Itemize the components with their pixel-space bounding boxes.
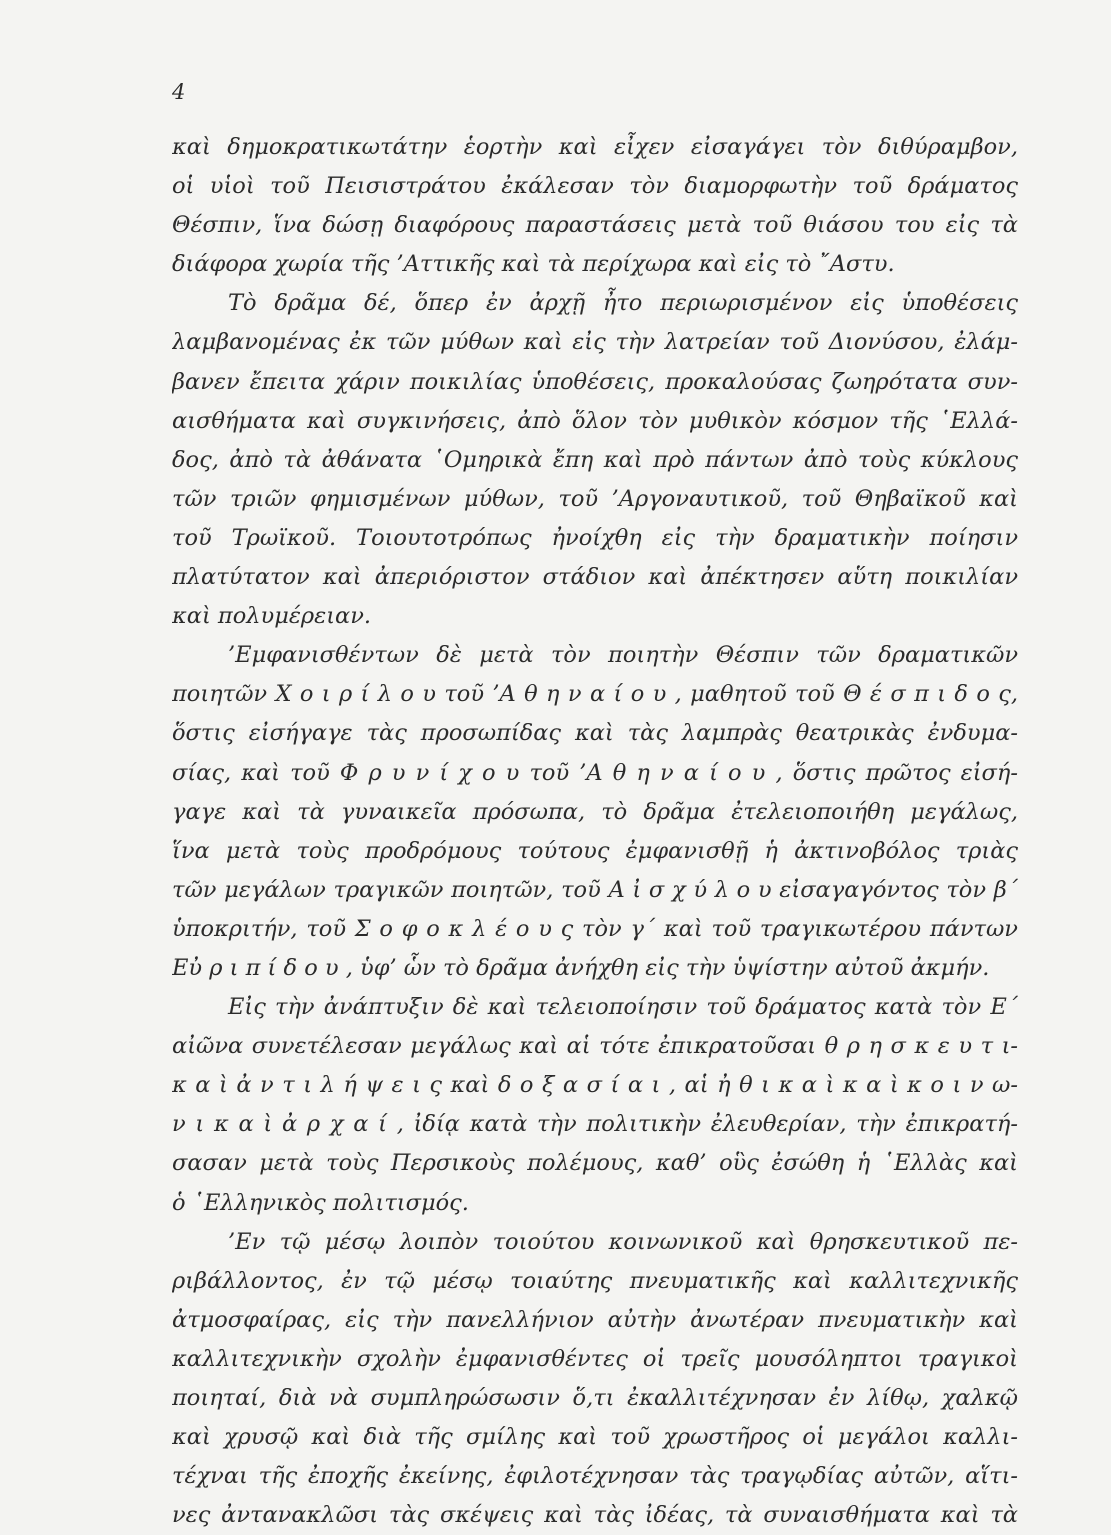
text-line: Θέσπιν, ἵνα δώσῃ διαφόρους παραστάσεις μετὰ τοῦ θιάσου του εἰς τὰ xyxy=(172,212,1018,239)
text-line: αἰῶνα συνετέλεσαν μεγάλως καὶ αἱ τότε ἐπικρατοῦσαι θ ρ η σ κ ε υ τ ι- xyxy=(172,1033,1018,1060)
text-line: καὶ δημοκρατικωτάτην ἑορτὴν καὶ εἶχεν εἰσαγάγει τὸν διθύραμβον, xyxy=(172,134,1018,160)
text-line: ’Εμφανισθέντων δὲ μετὰ τὸν ποιητὴν Θέσπιν τῶν δραματικῶν xyxy=(228,642,1018,669)
text-line: πλατύτατον καὶ ἀπεριόριστον στάδιον καὶ ἀπέκτησεν αὕτη ποικιλίαν xyxy=(172,564,1018,591)
text-line: αισθήματα καὶ συγκινήσεις, ἀπὸ ὅλον τὸν μυθικὸν κόσμον τῆς ῾Ελλά- xyxy=(172,407,1018,434)
text-line: ’Εν τῷ μέσῳ λοιπὸν τοιούτου κοινωνικοῦ καὶ θρησκευτικοῦ πε- xyxy=(228,1228,1018,1255)
text-line: ὁ ῾Ελληνικὸς πολιτισμός. xyxy=(172,1189,469,1216)
text-line: σασαν μετὰ τοὺς Περσικοὺς πολέμους, καθ’ οὓς ἐσώθη ἡ ῾Ελλὰς καὶ xyxy=(172,1150,1018,1177)
text-line: ποιητῶν Χ ο ι ρ ί λ ο υ τοῦ ’Α θ η ν α ί ο υ , μαθητοῦ τοῦ Θ έ σ π ι δ ο ς, xyxy=(172,681,1018,708)
text-line: ὅστις εἰσήγαγε τὰς προσωπίδας καὶ τὰς λαμπρὰς θεατρικὰς ἐνδυμα- xyxy=(172,720,1018,747)
text-line: ἵνα μετὰ τοὺς προδρόμους τούτους ἐμφανισθῇ ἡ ἀκτινοβόλος τριὰς xyxy=(172,837,1018,864)
text-line: τέχναι τῆς ἐποχῆς ἐκείνης, ἐφιλοτέχνησαν τὰς τραγῳδίας αὐτῶν, αἵτι- xyxy=(172,1463,1018,1490)
text-line: οἱ υἱοὶ τοῦ Πεισιστράτου ἐκάλεσαν τὸν διαμορφωτὴν τοῦ δράματος xyxy=(172,173,1018,200)
text-line: καὶ χρυσῷ καὶ διὰ τῆς σμίλης καὶ τοῦ χρωστῆρος οἱ μεγάλοι καλλι- xyxy=(172,1424,1018,1451)
text-line: ριβάλλοντος, ἐν τῷ μέσῳ τοιαύτης πνευματικῆς καὶ καλλιτεχνικῆς xyxy=(172,1267,1018,1294)
text-line: ἀτμοσφαίρας, εἰς τὴν πανελλήνιον αὐτὴν ἀνωτέραν πνευματικὴν καὶ xyxy=(172,1306,1018,1333)
text-line: νες ἀντανακλῶσι τὰς σκέψεις καὶ τὰς ἰδέας, τὰ συναισθήματα καὶ τὰ xyxy=(172,1502,1018,1529)
text-line: τῶν τριῶν φημισμένων μύθων, τοῦ ’Αργοναυτικοῦ, τοῦ Θηβαϊκοῦ καὶ xyxy=(172,485,1018,512)
text-line: καλλιτεχνικὴν σχολὴν ἐμφανισθέντες οἱ τρεῖς μουσόληπτοι τραγικοὶ xyxy=(172,1345,1018,1372)
text-line: ὑποκριτήν, τοῦ Σ ο φ ο κ λ έ ο υ ς τὸν γ΄ καὶ τοῦ τραγικωτέρου πάντων xyxy=(172,915,1018,942)
text-line: τῶν μεγάλων τραγικῶν ποιητῶν, τοῦ Α ἰ σ χ ύ λ ο υ εἰσαγαγόντος τὸν β΄ xyxy=(172,876,1018,903)
body-text xyxy=(172,128,1018,1535)
text-line: γαγε καὶ τὰ γυναικεῖα πρόσωπα, τὸ δρᾶμα ἐτελειοποιήθη μεγάλως, xyxy=(172,798,1018,825)
text-line: ποιηταί, διὰ νὰ συμπληρώσωσιν ὅ,τι ἐκαλλιτέχνησαν ἐν λίθῳ, χαλκῷ xyxy=(172,1385,1018,1411)
text-line: Τὸ δρᾶμα δέ, ὅπερ ἐν ἀρχῇ ἦτο περιωρισμένον εἰς ὑποθέσεις xyxy=(228,290,1018,317)
text-line: ν ι κ α ὶ ἀ ρ χ α ί , ἰδίᾳ κατὰ τὴν πολιτικὴν ἐλευθερίαν, τὴν ἐπικρατή- xyxy=(172,1111,1018,1138)
text-line: κ α ὶ ἀ ν τ ι λ ή ψ ε ι ς καὶ δ ο ξ α σ ί α ι , αἱ ἠ θ ι κ α ὶ κ α ὶ κ ο ι ν ω- xyxy=(172,1072,1018,1099)
text-line: σίας, καὶ τοῦ Φ ρ υ ν ί χ ο υ τοῦ ’Α θ η ν α ί ο υ , ὅστις πρῶτος εἰσή- xyxy=(172,759,1018,786)
text-line: διάφορα χωρία τῆς ’Αττικῆς καὶ τὰ περίχωρα καὶ εἰς τὸ ῎Αστυ. xyxy=(172,251,895,278)
text-line: καὶ πολυμέρειαν. xyxy=(172,603,372,630)
text-line: Εὐ ρ ι π ί δ ο υ , ὑφ’ ὧν τὸ δρᾶμα ἀνήχθη εἰς τὴν ὑψίστην αὐτοῦ ἀκμήν. xyxy=(172,954,990,981)
text-line: βανεν ἔπειτα χάριν ποικιλίας ὑποθέσεις, προκαλούσας ζωηρότατα συν- xyxy=(172,368,1018,395)
text-line: λαμβανομένας ἐκ τῶν μύθων καὶ εἰς τὴν λατρείαν τοῦ Διονύσου, ἐλάμ- xyxy=(172,329,1018,356)
text-line: τοῦ Τρωϊκοῦ. Τοιουτοτρόπως ἠνοίχθη εἰς τὴν δραματικὴν ποίησιν xyxy=(172,524,1018,551)
text-line: δος, ἀπὸ τὰ ἀθάνατα ῾Ομηρικὰ ἔπη καὶ πρὸ πάντων ἀπὸ τοὺς κύκλους xyxy=(172,446,1018,473)
text-line: Εἰς τὴν ἀνάπτυξιν δὲ καὶ τελειοποίησιν τοῦ δράματος κατὰ τὸν Ε΄ xyxy=(228,994,1018,1021)
page-number: 4 xyxy=(172,80,186,104)
